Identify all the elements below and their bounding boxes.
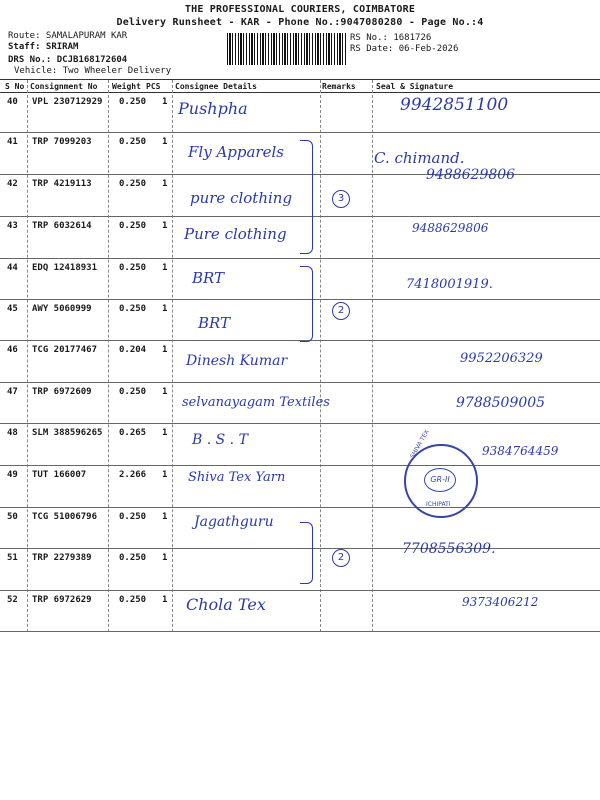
row-consignment-no: TUT 166007 (32, 470, 87, 480)
rubber-stamp (404, 428, 478, 518)
row-consignee-handwritten: Pushpha (178, 99, 248, 118)
row-sno: 42 (7, 179, 18, 189)
row-consignment-no: TCG 51006796 (32, 512, 98, 522)
remarks-bracket (300, 140, 313, 254)
table-row (0, 444, 600, 508)
remarks-mark: 2 (332, 549, 350, 567)
row-weight: 0.250 (119, 387, 147, 397)
col-weight: Weight (112, 82, 141, 91)
row-weight: 0.204 (119, 345, 147, 355)
row-pcs: 1 (162, 428, 168, 438)
table-row (0, 383, 600, 424)
row-weight: 0.250 (119, 221, 147, 231)
row-weight: 0.250 (119, 304, 147, 314)
row-pcs: 1 (162, 221, 168, 231)
row-sno: 51 (7, 553, 18, 563)
row-signature: 9373406212 (462, 595, 539, 609)
row-consignee-handwritten: Fly Apparels (188, 143, 284, 161)
row-pcs: 1 (162, 137, 168, 147)
row-sno: 41 (7, 137, 18, 147)
row-pcs: 1 (162, 179, 168, 189)
row-weight: 0.250 (119, 263, 147, 273)
rs-date: RS Date: 06-Feb-2026 (350, 44, 459, 54)
col-pcs: PCS (146, 82, 161, 91)
row-signature: 7708556309. (402, 541, 496, 557)
col-remarks: Remarks (322, 82, 356, 91)
col-consignment: Consignment No (30, 82, 98, 91)
rs-number: RS No.: 1681726 (350, 33, 432, 43)
row-consignment-no: TRP 2279389 (32, 553, 92, 563)
row-sno: 47 (7, 387, 18, 397)
row-signature: 9952206329 (460, 351, 543, 366)
row-consignment-no: AWY 5060999 (32, 304, 92, 314)
row-consignment-no: TRP 6972629 (32, 595, 92, 605)
vehicle-label: Vehicle: Two Wheeler Delivery (14, 66, 172, 76)
row-consignee-handwritten: selvanayagam Textiles (182, 395, 330, 410)
row-weight: 0.250 (119, 137, 147, 147)
row-signature: 9384764459 (482, 444, 559, 458)
row-sno: 48 (7, 428, 18, 438)
row-consignment-no: TRP 4219113 (32, 179, 92, 189)
row-weight: 2.266 (119, 470, 147, 480)
row-consignee-handwritten: BRT (198, 314, 231, 332)
stamp-top-text: SHIVA TEX (409, 428, 431, 460)
row-consignee-handwritten: Shiva Tex Yarn (188, 470, 286, 485)
row-pcs: 1 (162, 512, 168, 522)
drs-label: DRS No.: DCJB168172604 (8, 55, 128, 65)
row-consignment-no: TRP 6972609 (32, 387, 92, 397)
staff-label: Staff: SRIRAM (8, 42, 79, 52)
stamp-bottom-text: ICHIPATI (426, 501, 451, 508)
row-sno: 49 (7, 470, 18, 480)
row-consignment-no: TRP 7099203 (32, 137, 92, 147)
row-sno: 46 (7, 345, 18, 355)
row-consignee-handwritten: Jagathguru (194, 514, 274, 530)
remarks-mark: 3 (332, 190, 350, 208)
route-label: Route: SAMALAPURAM KAR (8, 31, 128, 41)
row-sno: 45 (7, 304, 18, 314)
row-pcs: 1 (162, 553, 168, 563)
stamp-inner-text: GR-II (424, 468, 456, 492)
row-signature: 9788509005 (456, 395, 546, 411)
col-seal: Seal & Signature (376, 82, 454, 91)
row-sno: 50 (7, 512, 18, 522)
row-pcs: 1 (162, 345, 168, 355)
row-consignment-no: TRP 6032614 (32, 221, 92, 231)
col-sno: S No (5, 82, 25, 91)
row-sno: 43 (7, 221, 18, 231)
row-consignee-handwritten: Dinesh Kumar (186, 353, 288, 369)
row-consignee-handwritten: pure clothing (190, 189, 293, 207)
row-pcs: 1 (162, 97, 168, 107)
row-weight: 0.250 (119, 512, 147, 522)
remarks-bracket (300, 266, 313, 342)
row-signature: 9488629806 (426, 167, 516, 183)
barcode (227, 33, 347, 65)
row-pcs: 1 (162, 263, 168, 273)
row-separator (0, 631, 600, 632)
row-consignment-no: EDQ 12418931 (32, 263, 98, 273)
table-row (0, 93, 600, 133)
row-signature: 9942851100 (400, 95, 509, 115)
row-consignment-no: SLM 388596265 (32, 428, 103, 438)
row-pcs: 1 (162, 304, 168, 314)
table-row (0, 341, 600, 383)
row-consignee-handwritten: BRT (192, 269, 225, 287)
row-weight: 0.250 (119, 179, 147, 189)
row-consignee-handwritten: B . S . T (192, 432, 248, 448)
row-weight: 0.250 (119, 97, 147, 107)
header-top-rule (0, 79, 600, 80)
row-signature: C. chimand. (374, 149, 465, 167)
row-consignment-no: TCG 20177467 (32, 345, 98, 355)
row-consignee-handwritten: Chola Tex (186, 595, 266, 614)
row-weight: 0.250 (119, 595, 147, 605)
remarks-mark: 2 (332, 302, 350, 320)
row-pcs: 1 (162, 595, 168, 605)
row-sno: 44 (7, 263, 18, 273)
row-sno: 52 (7, 595, 18, 605)
row-signature: 9488629806 (412, 221, 489, 235)
runsheet-subtitle: Delivery Runsheet - KAR - Phone No.:9047080280 - Page No.:4 (116, 17, 484, 28)
company-title: THE PROFESSIONAL COURIERS, COIMBATORE (184, 4, 416, 15)
row-sno: 40 (7, 97, 18, 107)
row-weight: 0.250 (119, 553, 147, 563)
col-consignee: Consignee Details (175, 82, 257, 91)
row-pcs: 1 (162, 387, 168, 397)
table-row (0, 591, 600, 632)
row-consignee-handwritten: Pure clothing (184, 225, 287, 243)
remarks-bracket (300, 522, 313, 584)
row-signature: 7418001919. (406, 277, 493, 292)
row-consignment-no: VPL 230712929 (32, 97, 103, 107)
row-weight: 0.265 (119, 428, 147, 438)
row-pcs: 1 (162, 470, 168, 480)
